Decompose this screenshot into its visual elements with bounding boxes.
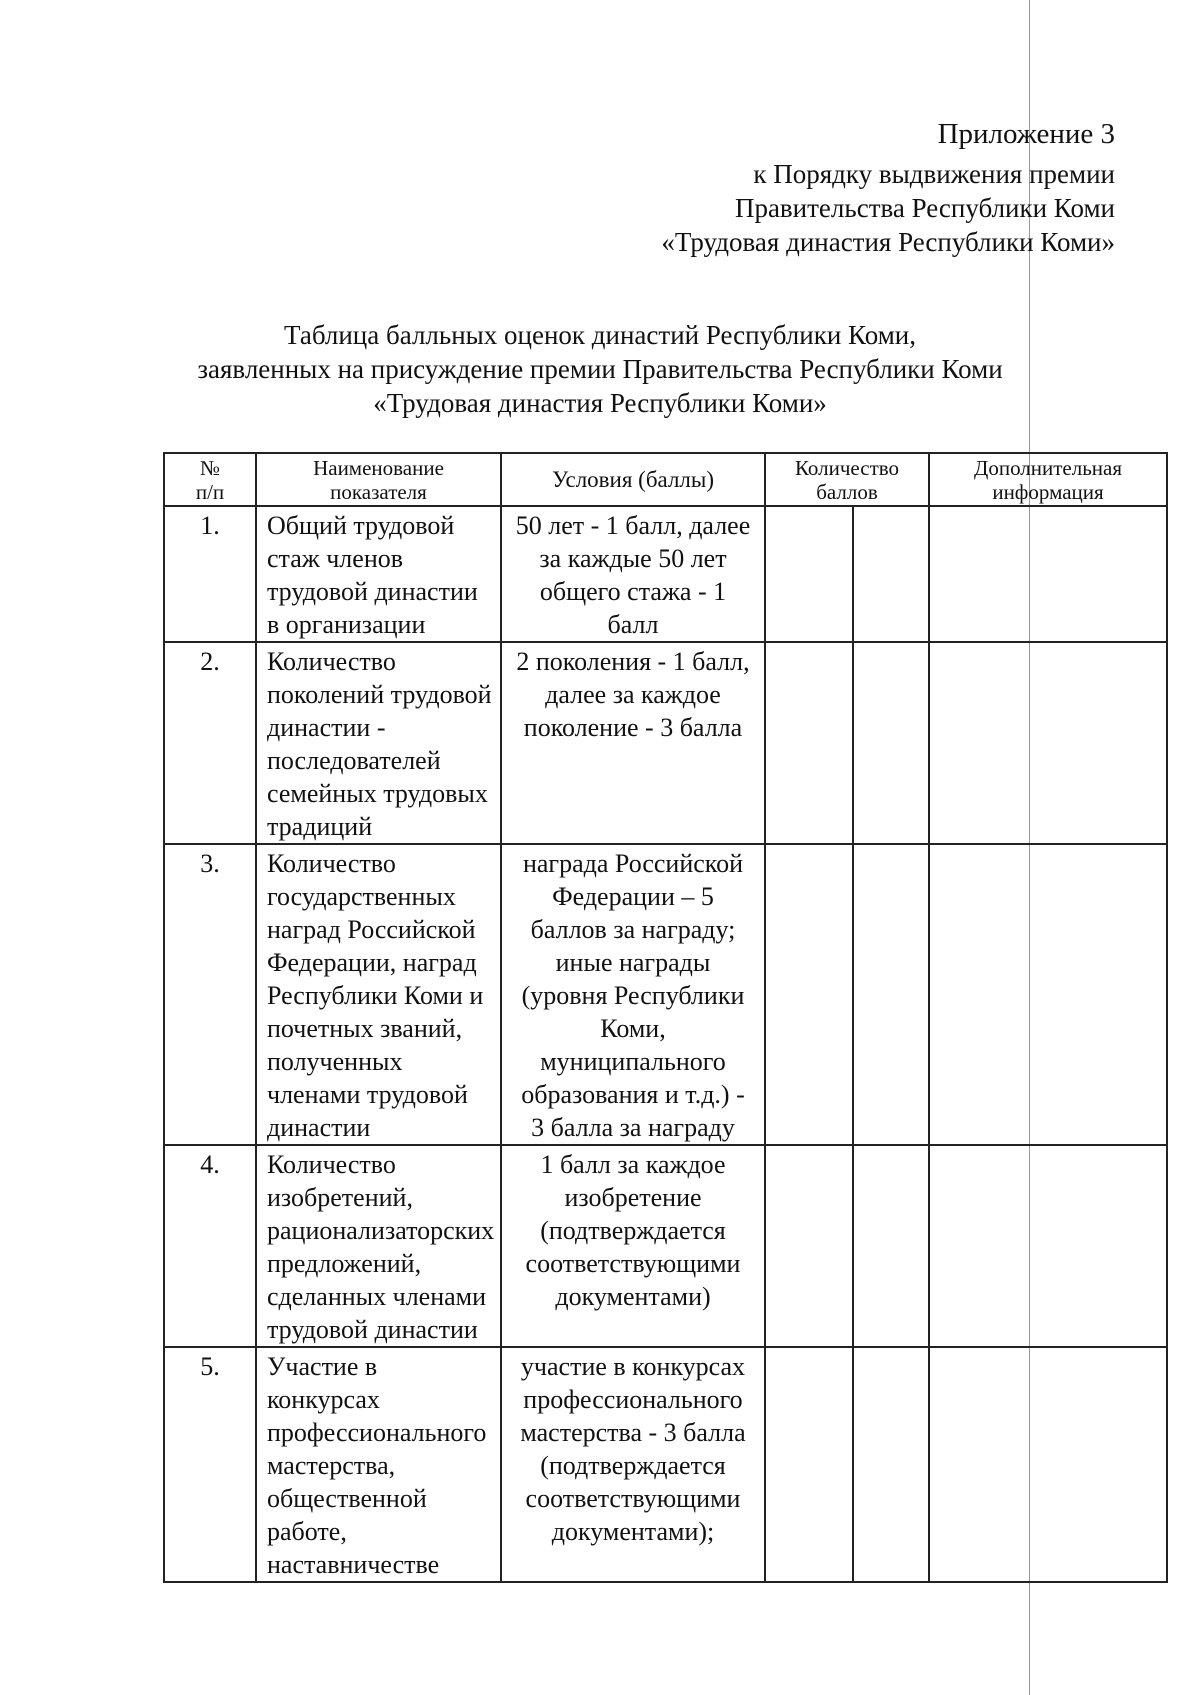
indicator-name [256, 1347, 501, 1582]
conditions-line: награда Российской [522, 849, 744, 878]
indicator-name [256, 844, 501, 1145]
conditions-line: документами); [551, 1517, 715, 1546]
points-cell-a [765, 844, 853, 1145]
indicator-name-line: изобретений, [267, 1183, 413, 1212]
conditions-line: профессионального [523, 1385, 743, 1414]
header-name [256, 453, 501, 506]
row-number: 4. [164, 1145, 256, 1347]
appendix-ref-line: Правительства Республики Коми [734, 193, 1115, 223]
extra-info-cell [929, 642, 1167, 844]
conditions-line: поколение - 3 балла [523, 713, 743, 742]
indicator-name-line: династии - [267, 713, 386, 742]
conditions-line: 3 балла за награду [531, 1113, 735, 1142]
extra-info-cell [929, 1145, 1167, 1347]
conditions-line: баллов за награду; [530, 915, 736, 944]
indicator-name-line: семейных трудовых [267, 779, 488, 808]
indicator-name-line: конкурсах [267, 1385, 380, 1414]
indicator-name-line: Количество [267, 647, 396, 676]
points-cell-a [765, 506, 853, 642]
indicator-name [256, 506, 501, 642]
table-row [164, 844, 1167, 1145]
title-line: «Трудовая династия Республики Коми» [373, 388, 827, 418]
conditions-line: 1 балл за каждое [540, 1150, 726, 1179]
conditions-line: соответствующими [525, 1484, 741, 1513]
conditions-line: Коми, [600, 1014, 666, 1043]
conditions-line: балл [607, 610, 659, 639]
indicator-name-line: государственных [267, 882, 456, 911]
indicator-name-line: Федерации, наград [267, 948, 477, 977]
conditions-cell [501, 844, 765, 1145]
row-number: 3. [164, 844, 256, 1145]
conditions-line: мастерства - 3 балла [520, 1418, 746, 1447]
indicator-name-line: Общий трудовой [267, 511, 455, 540]
conditions-line: (уровня Республики [521, 981, 745, 1010]
header-num [164, 453, 256, 506]
extra-info-cell [929, 844, 1167, 1145]
indicator-name-line: стаж членов [267, 544, 404, 573]
indicator-name-line: мастерства, [267, 1451, 396, 1480]
indicator-name-line: общественной [267, 1484, 427, 1513]
header-points [765, 453, 929, 506]
header-num-line: № [199, 455, 221, 480]
indicator-name-line: поколений трудовой [267, 680, 492, 709]
table-row [164, 1347, 1167, 1582]
indicator-name-line: последователей [267, 746, 441, 775]
conditions-line: Федерации – 5 [552, 882, 714, 911]
row-number: 2. [164, 642, 256, 844]
indicator-name-line: наставничестве [267, 1550, 440, 1579]
conditions-line: (подтверждается [540, 1216, 726, 1245]
table-header-row [164, 453, 1167, 506]
scoring-table [163, 452, 1168, 1583]
title-line: Таблица балльных оценок династий Республики Коми, [284, 320, 916, 350]
points-cell-b [853, 1145, 929, 1347]
extra-info-cell [929, 1347, 1167, 1582]
conditions-line: общего стажа - 1 [539, 577, 727, 606]
document-title [150, 318, 1050, 420]
conditions-cell [501, 1347, 765, 1582]
conditions-line: за каждые 50 лет [539, 544, 727, 573]
indicator-name [256, 1145, 501, 1347]
points-cell-b [853, 642, 929, 844]
points-cell-a [765, 642, 853, 844]
header-extra-line: Дополнительная [974, 455, 1123, 480]
table-row [164, 506, 1167, 642]
indicator-name-line: династии [267, 1113, 371, 1142]
indicator-name-line: полученных [267, 1047, 403, 1076]
header-name-line: показателя [330, 479, 427, 504]
indicator-name-line: традиций [267, 812, 373, 841]
table-row [164, 1145, 1167, 1347]
conditions-line: иные награды [555, 948, 711, 977]
table-body [164, 506, 1167, 1582]
extra-info-cell [929, 506, 1167, 642]
row-number: 5. [164, 1347, 256, 1582]
row-number: 1. [164, 506, 256, 642]
header-points-line: Количество [794, 455, 900, 480]
indicator-name-line: членами трудовой [267, 1080, 468, 1109]
indicator-name-line: сделанных членами [267, 1282, 487, 1311]
conditions-line: 2 поколения - 1 балл, [516, 647, 750, 676]
conditions-line: участие в конкурсах [520, 1352, 746, 1381]
conditions-line: образования и т.д.) - [521, 1080, 745, 1109]
indicator-name-line: Республики Коми и [267, 981, 484, 1010]
header-name-line: Наименование [313, 455, 444, 480]
conditions-line: (подтверждается [540, 1451, 726, 1480]
indicator-name-line: работе, [267, 1517, 347, 1546]
conditions-cell [501, 506, 765, 642]
indicator-name-line: наград Российской [267, 915, 476, 944]
points-cell-b [853, 1347, 929, 1582]
indicator-name-line: предложений, [267, 1249, 422, 1278]
indicator-name-line: трудовой династии [267, 577, 478, 606]
indicator-name [256, 642, 501, 844]
header-points-line: баллов [816, 479, 878, 504]
indicator-name-line: в организации [267, 610, 426, 639]
title-line: заявленных на присуждение премии Правительства Республики Коми [197, 354, 1003, 384]
conditions-line: муниципального [540, 1047, 726, 1076]
table-row [164, 642, 1167, 844]
appendix-number: Приложение 3 [937, 118, 1115, 150]
conditions-cell [501, 1145, 765, 1347]
header-conditions: Условия (баллы) [501, 453, 765, 506]
indicator-name-line: рационализаторских [267, 1216, 495, 1245]
conditions-line: изобретение [564, 1183, 702, 1212]
header-extra-line: информация [992, 479, 1104, 504]
points-cell-b [853, 506, 929, 642]
conditions-line: соответствующими [525, 1249, 741, 1278]
conditions-line: документами) [555, 1282, 711, 1311]
indicator-name-line: трудовой династии [267, 1315, 478, 1344]
header-extra-info [929, 453, 1167, 506]
indicator-name-line: Количество [267, 1150, 396, 1179]
indicator-name-line: почетных званий, [267, 1014, 463, 1043]
appendix-header [661, 117, 1115, 259]
points-cell-b [853, 844, 929, 1145]
indicator-name-line: Количество [267, 849, 396, 878]
conditions-line: 50 лет - 1 балл, далее [515, 511, 751, 540]
conditions-cell [501, 642, 765, 844]
conditions-line: далее за каждое [545, 680, 721, 709]
appendix-ref-line: к Порядку выдвижения премии [753, 159, 1115, 189]
points-cell-a [765, 1347, 853, 1582]
appendix-ref-line: «Трудовая династия Республики Коми» [661, 227, 1115, 257]
points-cell-a [765, 1145, 853, 1347]
indicator-name-line: профессионального [267, 1418, 487, 1447]
indicator-name-line: Участие в [267, 1352, 378, 1381]
header-num-line: п/п [195, 479, 225, 504]
